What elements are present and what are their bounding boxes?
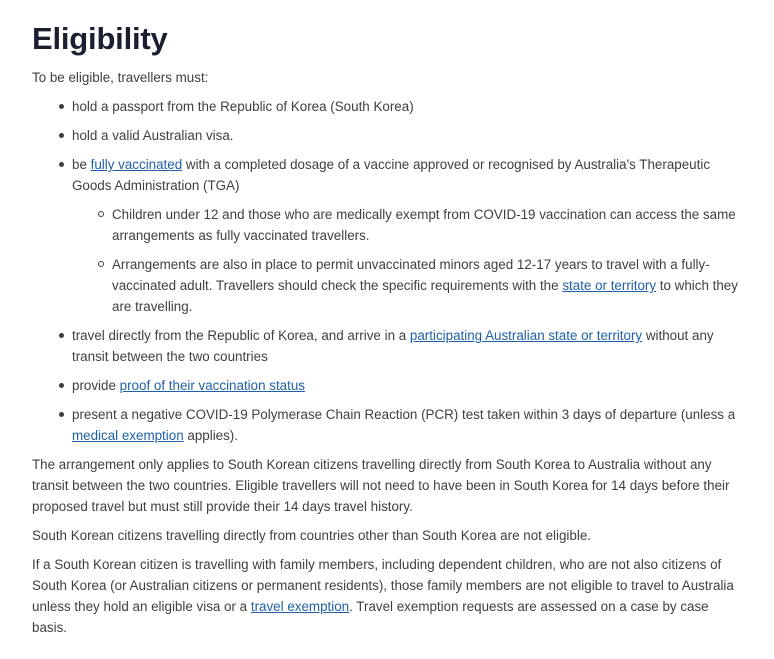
vaccination-proof-link[interactable]: proof of their vaccination status — [119, 378, 305, 393]
vaccinated-text-pre: be — [72, 157, 91, 172]
eligibility-list — [32, 96, 742, 446]
medical-exemption-link[interactable]: medical exemption — [72, 428, 184, 443]
vaccinated-text-post: with a completed dosage of a vaccine approved or recognised by Australia's Therapeutic Goods Administration (TGA) — [72, 157, 711, 193]
vaccinated-sublist — [72, 204, 742, 317]
page-title: Eligibility — [32, 21, 168, 56]
arrangement-paragraph: The arrangement only applies to South Korean citizens travelling directly from South Korea to Australia without any transit between the two countries. Eligible travellers will not need to have been in South Korea for 14 days before their proposed travel but must still provide their 14 days travel history. — [32, 457, 730, 514]
pcr-text-pre: present a negative COVID-19 Polymerase Chain Reaction (PCR) test taken within 3 days of departure (unless a — [72, 407, 736, 422]
fully-vaccinated-link[interactable]: fully vaccinated — [90, 157, 183, 172]
list-item-visa: hold a valid Australian visa. — [72, 125, 742, 146]
sublist-item-minors — [112, 254, 742, 317]
travel-text-post: without any transit between the two countries — [72, 328, 714, 364]
intro-text: To be eligible, travellers must: — [32, 70, 209, 85]
pcr-text-post: applies). — [183, 428, 238, 443]
minors-text-pre: Arrangements are also in place to permit unvaccinated minors aged 12-17 years to travel with a fully-vaccinated adult. Travellers should check the specific requirements with the — [112, 257, 710, 293]
state-or-territory-link[interactable]: state or territory — [562, 278, 657, 293]
family-text-pre: If a South Korean citizen is travelling with family members, including dependent children, who are not also citizens of South Korea (or Australian citizens or permanent residents), those family members are not eligible to travel to Australia unless they hold an eligible visa or a — [32, 557, 734, 614]
list-item-passport: hold a passport from the Republic of Korea (South Korea) — [72, 96, 742, 117]
not-eligible-paragraph: South Korean citizens travelling directly from countries other than South Korea are not eligible. — [32, 528, 591, 543]
sublist-item-children: Children under 12 and those who are medically exempt from COVID-19 vaccination can access the same arrangements as fully vaccinated travellers. — [112, 204, 742, 246]
proof-text-pre: provide — [72, 378, 120, 393]
list-item-pcr — [72, 404, 742, 446]
travel-exemption-link[interactable]: travel exemption — [250, 599, 350, 614]
travel-text-pre: travel directly from the Republic of Korea, and arrive in a — [72, 328, 410, 343]
minors-text-post: to which they are travelling. — [112, 278, 738, 314]
family-members-paragraph — [32, 554, 742, 638]
list-item-travel — [72, 325, 742, 367]
list-item-proof — [72, 375, 742, 396]
participating-state-link[interactable]: participating Australian state or territory — [409, 328, 643, 343]
family-text-post: . Travel exemption requests are assessed on a case by case basis. — [32, 599, 709, 635]
list-item-vaccinated — [72, 154, 742, 317]
